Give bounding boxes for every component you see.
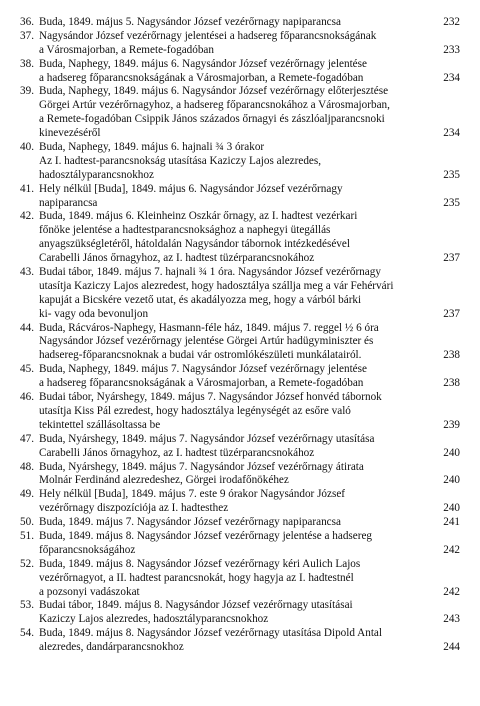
toc-entry-line [20,72,460,86]
entry-text: Hely nélkül [Buda], 1849. május 7. este 9 órakor Nagysándor József [39,488,346,501]
page-number: 238 [443,349,460,362]
entry-text: Carabelli János őrnagyhoz, az I. hadtest tüzérparancsnokához [39,446,315,459]
entry-text: hadosztályparancsnokhoz [39,168,154,181]
toc-entry [20,210,460,266]
toc-entry-line [20,183,460,197]
entry-text: Budai tábor, 1849. május 8. Nagysándor József vezérőrnagy utasításai [39,599,353,612]
entry-text: főparancsnokságához [39,543,136,556]
entry-text: Buda, Naphegy, 1849. május 6. hajnali ¾ 3 órakor [39,141,265,154]
entry-number: 38. [20,57,34,70]
entry-text: Buda, 1849. május 8. Nagysándor József vezérőrnagy utasítása Dipold Antal [39,627,383,640]
page-number: 234 [443,127,460,140]
toc-entry-line [20,613,460,627]
entry-text: Molnár Ferdinánd alezredeshez, Görgei irodafőnökéhez [39,474,289,487]
toc-entry [20,516,460,530]
toc-entry-line [20,419,460,433]
toc-entry [20,599,460,627]
entry-text: Az I. hadtest-parancsnokság utasítása Kaziczy Lajos alezredes, [39,154,322,167]
entry-number: 53. [20,599,34,612]
entry-text: Budai tábor, 1849. május 7. hajnali ¾ 1 óra. Nagysándor József vezérőrnagy [39,266,381,279]
entry-text: anyagszükségletéről, hátoldalán Nagysándor tábornok intézkedésével [39,238,350,251]
entry-text: a hadsereg főparancsnokságának a Városmajorban, a Remete-fogadóban [39,71,364,84]
toc-entry [20,461,460,489]
entry-text: napiparancsa [39,196,98,209]
toc-entry [20,141,460,183]
entry-number: 39. [20,85,34,98]
toc-entry-line [20,44,460,58]
entry-text: a Remete-fogadóban Csippik János százados őrnagyi és zászlóaljparancsnoki [39,113,385,126]
entry-number: 37. [20,29,34,42]
toc-entry-line [20,280,460,294]
toc-entry [20,322,460,364]
page-number: 244 [443,641,460,654]
entry-number: 42. [20,210,34,223]
toc-entry [20,58,460,86]
toc-entry-line [20,58,460,72]
entry-text: a pozsonyi vadászokat [39,585,140,598]
entry-text: Budai tábor, Nyárshegy, 1849. május 7. Nagysándor József honvéd tábornok [39,391,382,404]
entry-text: alezredes, dandárparancsnokhoz [39,641,184,654]
entry-number: 54. [20,627,34,640]
toc-entry-line [20,252,460,266]
entry-text: főnöke jelentése a hadtestparancsnoksághoz a naphegyi ütegállás [39,224,331,237]
entry-text: Buda, Naphegy, 1849. május 6. Nagysándor József vezérőrnagy előterjesztése [39,85,389,98]
entry-number: 51. [20,529,34,542]
entry-text: Buda, 1849. május 8. Nagysándor József vezérőrnagy kéri Aulich Lajos [39,557,361,570]
page-number: 232 [443,16,460,28]
toc-entry-line [20,544,460,558]
entry-number: 46. [20,391,34,404]
entry-text: Buda, 1849. május 5. Nagysándor József vezérőrnagy napiparancsa [39,16,341,28]
page-number: 243 [443,613,460,626]
toc-entry-line [20,99,460,113]
toc-entry [20,391,460,433]
toc-entry-line [20,461,460,475]
page-number: 235 [443,196,460,209]
toc-entry-line [20,530,460,544]
toc-entry-line [20,30,460,44]
toc-entry [20,183,460,211]
toc-entry-line [20,85,460,99]
entry-text: a hadsereg főparancsnokságának a Városmajorban, a Remete-fogadóban [39,377,364,390]
entry-text: Buda, 1849. május 7. Nagysándor József vezérőrnagy napiparancsa [39,516,341,529]
toc-entry-line [20,502,460,516]
entry-text: tekintettel szállásoltassa be [39,418,161,431]
entry-text: Buda, 1849. május 8. Nagysándor József vezérőrnagy jelentése a hadsereg [39,529,373,542]
toc-entry-line [20,127,460,141]
entry-number: 40. [20,141,34,154]
entry-number: 52. [20,557,34,570]
toc-entry-line [20,169,460,183]
toc-entry [20,363,460,391]
entry-text: Nagysándor József vezérőrnagy jelentése Görgei Artúr hadügyminiszter és [39,335,374,348]
toc-entry [20,558,460,600]
toc-entry-line [20,599,460,613]
entry-text: utasítja Kaziczy Lajos alezredest, hogy hadosztálya szállja meg a vár Fehérvári [39,279,394,292]
toc-entry-line [20,16,460,30]
toc-entry-line [20,308,460,322]
toc-entry-line [20,224,460,238]
entry-text: kinevezéséről [39,127,101,140]
toc-entry [20,433,460,461]
toc-entry-line [20,447,460,461]
entry-text: Buda, Nyárshegy, 1849. május 7. Nagysándor József vezérőrnagy utasítása [39,432,375,445]
toc-entry-line [20,516,460,530]
entry-text: Kaziczy Lajos alezredes, hadosztályparancsnokhoz [39,613,269,626]
entry-text: Buda, Naphegy, 1849. május 6. Nagysándor József vezérőrnagy jelentése [39,57,367,70]
entry-text: Görgei Artúr vezérőrnagyhoz, a hadsereg főparancsnokához a Városmajorban, [39,99,390,112]
toc-entry-line [20,322,460,336]
toc-entry-line [20,474,460,488]
page-number: 242 [443,543,460,556]
page-number: 238 [443,377,460,390]
page-number: 239 [443,418,460,431]
entry-text: Buda, Nyárshegy, 1849. május 7. Nagysándor József vezérőrnagy átirata [39,460,364,473]
toc-entry-line [20,238,460,252]
entry-text: Buda, Rácváros-Naphegy, Hasmann-féle ház, 1849. május 7. reggel ½ 6 óra [39,321,379,334]
toc-entry-line [20,488,460,502]
toc-entry-line [20,210,460,224]
toc-entry-line [20,572,460,586]
toc-entry-line [20,405,460,419]
page-number: 237 [443,307,460,320]
toc-entry-line [20,266,460,280]
entry-number: 43. [20,266,34,279]
page-number: 240 [443,502,460,515]
entry-text: hadsereg-főparancsnoknak a budai vár ostromlókészületi munkálatairól. [39,349,362,362]
toc-entry-line [20,155,460,169]
entry-text: Nagysándor József vezérőrnagy jelentései a hadsereg főparancsnokságának [39,29,377,42]
page-number: 233 [443,43,460,56]
entry-text: utasítja Kiss Pál ezredest, hogy hadosztálya legénységét az esőre való [39,404,351,417]
page-number: 234 [443,71,460,84]
entry-text: kapuját a Bicskére vezető utat, és akadályozza meg, hogy a várból bárki [39,293,362,306]
page-number: 240 [443,446,460,459]
entry-text: Hely nélkül [Buda], 1849. május 6. Nagysándor József vezérőrnagy [39,182,343,195]
page-number: 241 [443,516,460,529]
entry-number: 50. [20,516,34,529]
toc-entry-line [20,586,460,600]
entry-number: 48. [20,460,34,473]
toc-entry [20,530,460,558]
entry-text: Buda, 1849. május 6. Kleinheinz Oszkár őrnagy, az I. hadtest vezérkari [39,210,358,223]
table-of-contents [20,16,460,655]
toc-entry-line [20,558,460,572]
toc-entry-line [20,141,460,155]
toc-entry-line [20,433,460,447]
entry-number: 41. [20,182,34,195]
toc-entry-line [20,349,460,363]
entry-text: vezérőrnagy diszpozíciója az I. hadtesthez [39,502,229,515]
toc-entry-line [20,197,460,211]
entry-text: vezérőrnagyot, a II. hadtest parancsnokát, hogy hagyja az I. hadtestnél [39,571,354,584]
toc-entry-line [20,335,460,349]
toc-entry [20,627,460,655]
toc-entry-line [20,627,460,641]
entry-number: 49. [20,488,34,501]
entry-number: 45. [20,363,34,376]
toc-entry [20,266,460,322]
entry-text: a Városmajorban, a Remete-fogadóban [39,43,214,56]
toc-entry [20,16,460,30]
entry-number: 47. [20,432,34,445]
toc-entry-line [20,294,460,308]
page-number: 235 [443,168,460,181]
page-number: 242 [443,585,460,598]
toc-entry-line [20,641,460,655]
entry-text: Buda, Naphegy, 1849. május 7. Nagysándor József vezérőrnagy jelentése [39,363,367,376]
toc-entry-line [20,113,460,127]
toc-entry-line [20,363,460,377]
entry-number: 44. [20,321,34,334]
toc-entry [20,85,460,141]
toc-entry [20,30,460,58]
entry-text: ki- vagy oda bevonuljon [39,307,149,320]
toc-entry-line [20,377,460,391]
page-number: 240 [443,474,460,487]
page-number: 237 [443,252,460,265]
entry-number: 36. [20,16,34,28]
toc-entry-line [20,391,460,405]
entry-text: Carabelli János őrnagyhoz, az I. hadtest tüzérparancsnokához [39,252,315,265]
toc-entry [20,488,460,516]
